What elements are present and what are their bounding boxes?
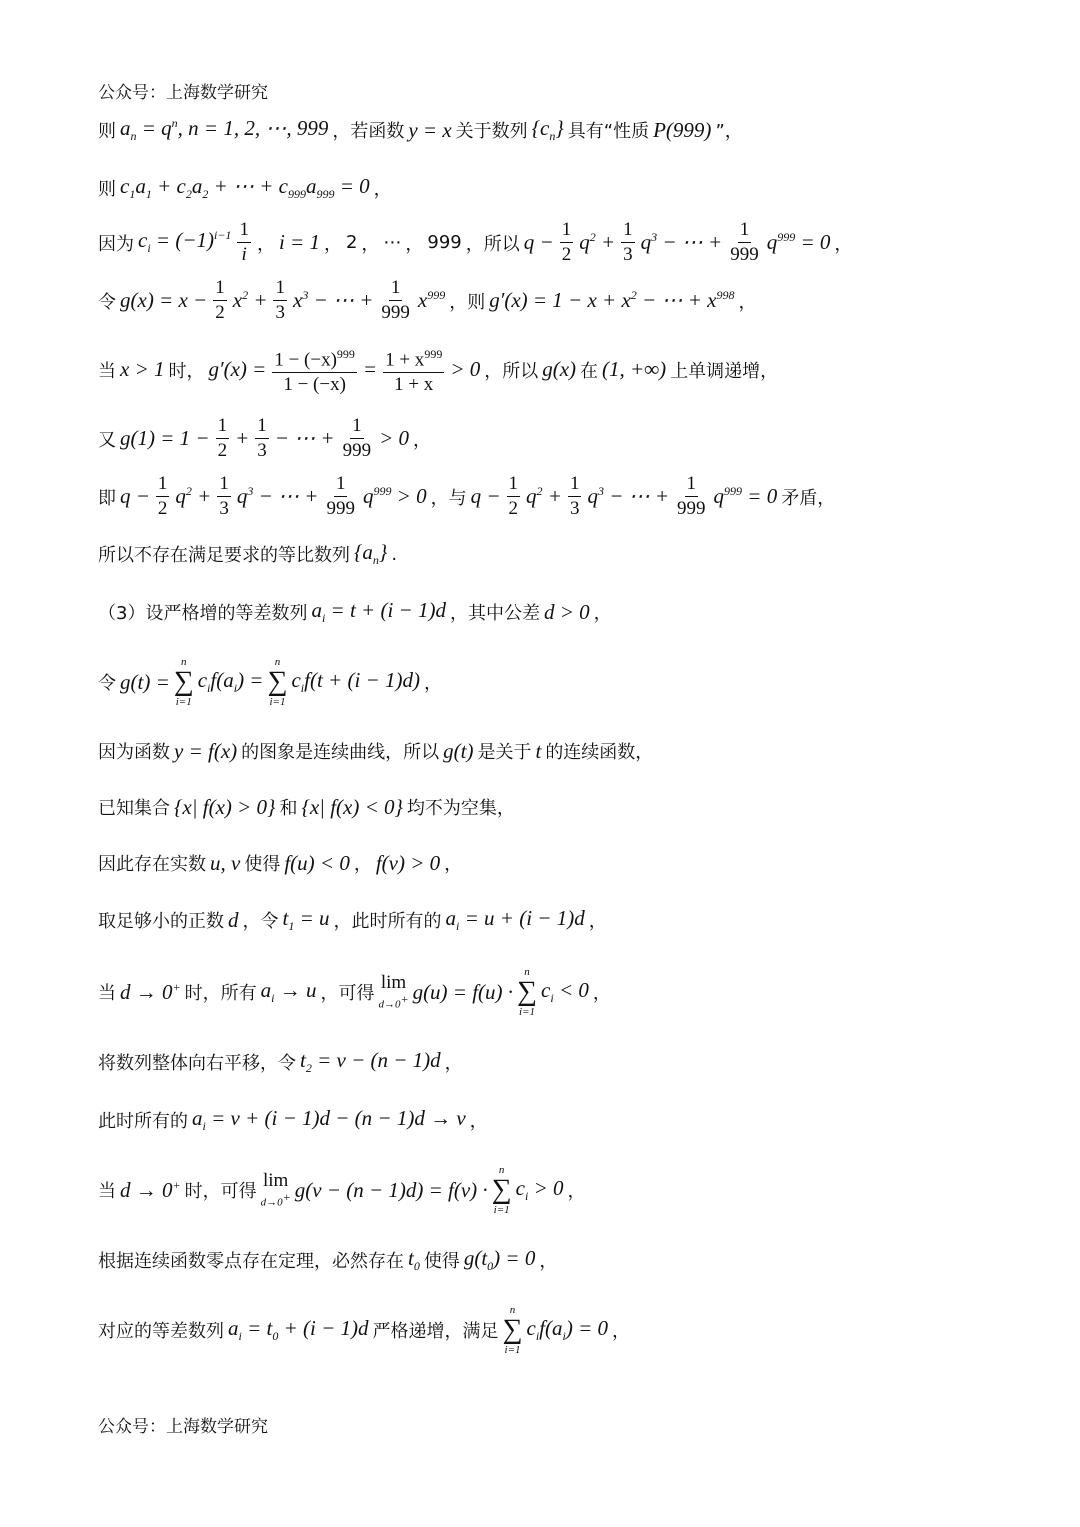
formula: $a_i = t + (i - 1)d$ [311, 598, 446, 626]
formula: y = x [408, 117, 452, 142]
line-text: 根据连续函数零点存在定理，必然存在 [98, 1251, 404, 1273]
line-text: 2 [345, 232, 358, 253]
line-text: ， [469, 1111, 488, 1133]
line-text: 所以不存在满足要求的等比数列 [98, 545, 350, 567]
formula: $a_i = v + (i - 1)d - (n - 1)d \to v$ [192, 1106, 466, 1134]
proof-line-19 [98, 1246, 557, 1274]
proof-line-4 [98, 276, 756, 325]
fraction: $\frac{1}{2}$ [508, 473, 519, 519]
line-text: ，此时所有的 [333, 911, 442, 933]
line-text: 此时所有的 [98, 1111, 188, 1133]
formula: $c_i = (-1)^{i-1}$ [138, 228, 232, 256]
formula: $a_i = t_0 + (i - 1)d$ [228, 1315, 369, 1344]
fraction: $\frac{1}{3}$ [275, 277, 285, 323]
fraction: $\frac{1}{2}$ [215, 277, 225, 323]
line-text: ，可得 [320, 983, 375, 1004]
fraction: $\frac{1}{3}$ [623, 219, 633, 265]
formula: g(t) = [120, 669, 170, 694]
summation: n ∑ i=1 [502, 1304, 523, 1356]
proof-line-9 [98, 598, 612, 626]
formula: g(u) = f(u) · [412, 979, 514, 1004]
formula: g(x) = x − [120, 288, 208, 312]
formula: $q^2$ + [579, 230, 616, 254]
formula: q − [120, 484, 150, 508]
formula: $a_i \to u$ [260, 977, 317, 1006]
formula: $g'(x) = 1 - x + x^2$ − ⋯ + $x^{998}$ [489, 288, 735, 312]
formula: q − [523, 230, 554, 254]
fraction: $\frac{1}{999}$ [342, 415, 372, 461]
proof-line-8 [98, 540, 397, 568]
line-text: 已知集合 [98, 798, 170, 819]
line-text: 上单调递增， [670, 360, 779, 382]
line-text: 999 [427, 232, 462, 253]
formula: d → 0+ [120, 979, 181, 1004]
formula: > 0 [450, 357, 481, 382]
line-text: ， [444, 1053, 463, 1075]
fraction: $\frac{1}{2}$ [157, 473, 168, 519]
formula: $c_if(a_i) = 0$ [526, 1315, 609, 1344]
formula: t [535, 738, 542, 763]
formula: + [235, 426, 250, 450]
line-text: ，若函数 [332, 121, 405, 143]
formula: $t_2 = v - (n - 1)d$ [300, 1048, 441, 1076]
summation: n ∑ i=1 [173, 656, 194, 708]
line-text: ”， [715, 121, 743, 143]
formula: y = f(x) [174, 738, 238, 763]
line-text: 和 [279, 798, 298, 819]
proof-line-12 [98, 794, 515, 820]
line-text: . [391, 543, 398, 565]
line-text: 当 [98, 1181, 116, 1202]
line-text: ， [353, 854, 372, 875]
line-text: ，令 [242, 911, 279, 933]
proof-line-17 [98, 1106, 488, 1134]
formula: $q^3$ − ⋯ + [236, 484, 319, 508]
fraction: $\frac{1}{999}$ [381, 277, 410, 323]
fraction: $\frac{1}{3}$ [569, 473, 580, 519]
line-text: ，所以 [484, 360, 539, 382]
line-text: ， [413, 429, 432, 451]
line-text: 时，所有 [184, 983, 257, 1004]
proof-line-3 [98, 218, 852, 267]
proof-line-2 [98, 174, 392, 202]
line-text: ， [738, 291, 757, 313]
formula: $a_i = u + (i - 1)d$ [445, 906, 585, 934]
summation: n ∑ i=1 [491, 1164, 512, 1216]
formula: d [228, 907, 239, 932]
line-text: 时，可得 [184, 1181, 257, 1202]
line-text: ， [373, 179, 392, 201]
formula: x > 1 [120, 357, 165, 382]
line-text: ，与 [430, 487, 467, 509]
formula: f(v) > 0 [375, 850, 441, 875]
formula: g′(x) = [208, 357, 267, 382]
line-text: 使得 [244, 854, 281, 875]
formula: i = 1 [278, 230, 320, 254]
formula: $x^3$ − ⋯ + [292, 288, 374, 312]
line-text: 当 [98, 360, 116, 382]
line-text: 令 [98, 291, 116, 313]
formula: $\{a_n\}$ [354, 540, 388, 568]
limit: lim d→0+ [260, 1170, 291, 1209]
line-text: ， [444, 854, 463, 875]
line-text: ， [592, 983, 611, 1004]
formula: $c_i < 0$ [541, 977, 589, 1006]
line-text: （3）设严格增的等差数列 [98, 603, 308, 625]
line-text: ， [361, 233, 380, 255]
proof-line-16 [98, 1048, 463, 1076]
proof-line-20 [98, 1304, 630, 1356]
fraction: $\frac{1}{3}$ [219, 473, 229, 519]
formula: $x^2$ + [232, 288, 268, 312]
formula: $t_1 = u$ [282, 906, 330, 934]
formula: (1, +∞) [602, 357, 667, 382]
line-text: ，所以 [465, 233, 520, 255]
line-text: 因为 [98, 233, 134, 255]
proof-line-6 [98, 414, 431, 463]
fraction: $\frac{1}{i}$ [239, 219, 249, 265]
proof-line-10 [98, 656, 442, 708]
line-text: 的图象是连续曲线，所以 [241, 742, 440, 763]
line-text: 取足够小的正数 [98, 911, 224, 933]
formula: $c_if(t + (i - 1)d)$ [291, 667, 420, 696]
fraction: $\frac{1}{999}$ [730, 219, 759, 265]
formula: d → 0+ [120, 1177, 181, 1202]
proof-line-13 [98, 850, 462, 876]
formula: $q^2$ + [526, 484, 562, 508]
line-text: 将数列整体向右平移，令 [98, 1053, 296, 1075]
line-text: 即 [98, 487, 116, 509]
formula: f(u) < 0 [284, 850, 350, 875]
formula: $\{c_n\}$ [531, 116, 564, 144]
line-text: 均不为空集， [406, 798, 515, 819]
line-text: 因为函数 [98, 742, 170, 763]
formula: {x| f(x) < 0} [301, 794, 403, 819]
limit: lim d→0+ [378, 972, 409, 1011]
formula: q − [470, 484, 501, 508]
formula: {x| f(x) > 0} [174, 794, 276, 819]
summation: n ∑ i=1 [517, 966, 538, 1018]
formula: $q^3$ − ⋯ + [640, 230, 723, 254]
line-text: 是关于 [477, 742, 532, 763]
formula: P(999) [653, 117, 712, 142]
line-text: ， [405, 233, 424, 255]
line-text: 矛盾， [781, 487, 836, 509]
formula: $q^{999} = 0$ [713, 484, 778, 508]
fraction: $\frac{1}{3}$ [257, 415, 267, 461]
formula: $q^2$ + [175, 484, 212, 508]
formula: d > 0 [543, 599, 590, 624]
line-text: ⋯ [383, 232, 402, 253]
proof-line-11 [98, 738, 653, 764]
formula: $a_n = q^n$, n = 1, 2, ⋯, 999 [120, 116, 329, 144]
line-text: ， [567, 1181, 586, 1202]
line-text: ， [593, 603, 612, 625]
formula: $x^{999}$ [417, 288, 446, 312]
line-text: 对应的等差数列 [98, 1321, 224, 1342]
fraction: $\frac{1}{999}$ [677, 473, 706, 519]
formula: $q^{999} = 0$ [766, 230, 831, 254]
proof-line-14 [98, 906, 607, 934]
line-text: ， [256, 233, 275, 255]
page-header: 公众号：上海数学研究 [98, 83, 268, 103]
fraction: $\frac{1 - (-x)^{999}}{1 - (-x)}$ [272, 342, 357, 397]
line-text: ， [612, 1321, 631, 1342]
formula: = [362, 357, 378, 382]
line-text: 又 [98, 429, 116, 451]
formula: $q^{999} > 0$ [362, 484, 427, 508]
formula: $c_1a_1 + c_2a_2$ + ⋯ + $c_{999}a_{999} = 0$ [120, 174, 370, 202]
page-footer: 公众号：上海数学研究 [98, 1417, 268, 1437]
line-text: ， [323, 233, 342, 255]
line-text: 令 [98, 673, 116, 694]
formula: $g(t_0) = 0$ [463, 1246, 536, 1274]
line-text: ， [834, 233, 853, 255]
line-text: 在 [580, 360, 599, 382]
formula: $c_if(a_i)$ = [197, 667, 264, 696]
formula: g(x) [542, 357, 577, 382]
line-text: 严格递增，满足 [372, 1321, 499, 1342]
fraction: $\frac{1}{2}$ [561, 219, 572, 265]
line-text: 时， [168, 360, 205, 382]
line-text: ，其中公差 [449, 603, 540, 625]
line-text: 当 [98, 983, 116, 1004]
formula: u, v [210, 850, 241, 875]
line-text: 使得 [423, 1251, 460, 1273]
line-text: 则 [98, 179, 116, 201]
proof-line-1 [98, 116, 743, 144]
line-text: ，则 [449, 291, 486, 313]
proof-line-7 [98, 472, 835, 521]
line-text: 具有“性质 [567, 121, 650, 143]
proof-line-5 [98, 342, 778, 397]
formula: g(t) [443, 738, 474, 763]
formula: $c_i > 0$ [515, 1175, 564, 1204]
line-text: ， [423, 673, 442, 694]
summation: n ∑ i=1 [267, 656, 288, 708]
fraction: $\frac{1 + x^{999}}{1 + x}$ [383, 342, 444, 397]
line-text: 则 [98, 121, 116, 143]
fraction: $\frac{1}{999}$ [326, 473, 355, 519]
line-text: ， [539, 1251, 558, 1273]
line-text: 的连续函数， [545, 742, 654, 763]
line-text: ， [588, 911, 607, 933]
fraction: $\frac{1}{2}$ [217, 415, 228, 461]
proof-line-15 [98, 966, 611, 1018]
formula: g(1) = 1 − [120, 426, 210, 450]
line-text: 因此存在实数 [98, 854, 206, 875]
formula: g(v − (n − 1)d) = f(v) · [294, 1177, 488, 1202]
formula: − ⋯ + [274, 426, 335, 450]
formula: > 0 [379, 426, 410, 450]
formula: $q^3$ − ⋯ + [587, 484, 670, 508]
proof-line-18 [98, 1164, 585, 1216]
line-text: 关于数列 [455, 121, 528, 143]
formula: $t_0$ [408, 1246, 420, 1274]
